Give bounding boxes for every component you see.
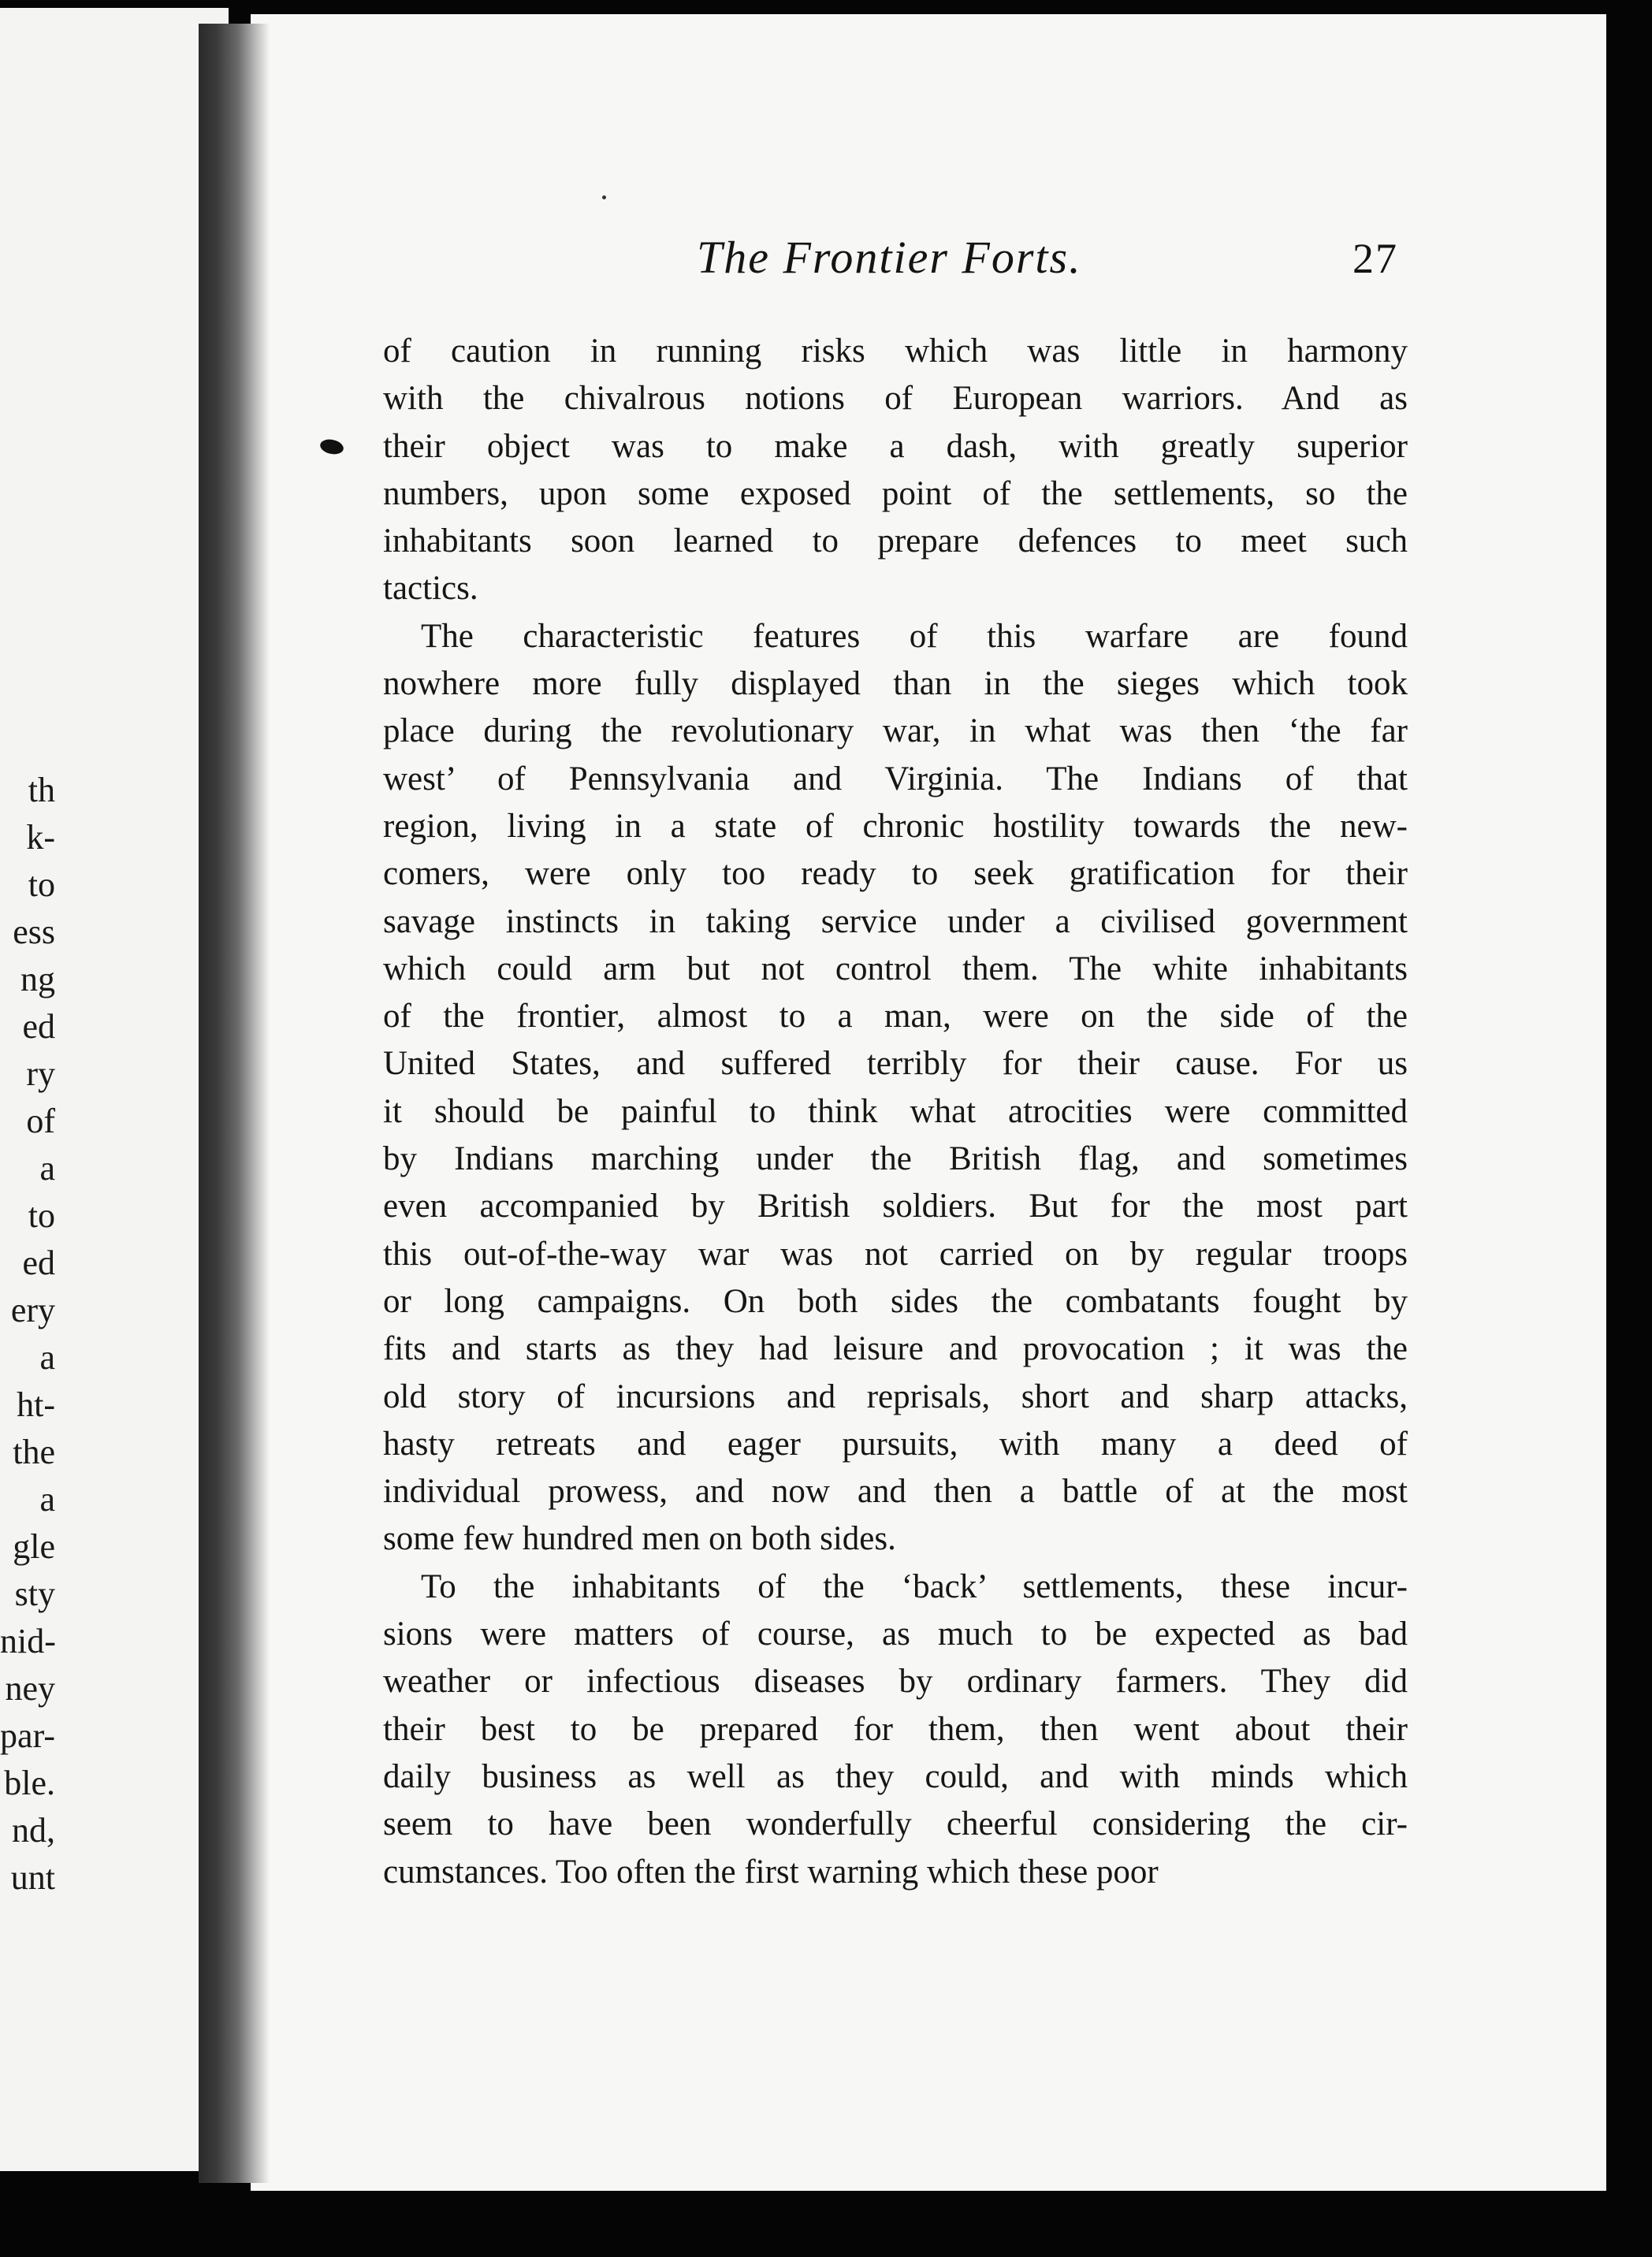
text-line: or long campaigns. On both sides the combatants fought by (383, 1282, 1408, 1320)
previous-page-fragment: unt (10, 1858, 55, 1897)
scan-border (0, 2199, 1652, 2257)
text-line: savage instincts in taking service under a civilised government (383, 902, 1408, 940)
previous-page-fragment: ney (5, 1669, 55, 1708)
text-line: this out-of-the-way war was not carried on by regular troops (383, 1235, 1408, 1273)
running-title: The Frontier Forts. (697, 232, 1082, 283)
paragraph (383, 613, 1408, 1564)
previous-page-fragment: ble. (4, 1764, 55, 1802)
text-line: by Indians marching under the British flag, and sometimes (383, 1140, 1408, 1178)
text-line: of caution in running risks which was little in harmony (383, 333, 1408, 370)
text-line: it should be painful to think what atrocities were committed (383, 1092, 1408, 1130)
text-line: their object was to make a dash, with greatly superior (383, 427, 1408, 465)
paragraph (383, 328, 1408, 613)
page-number: 27 (1352, 235, 1398, 282)
previous-page-fragment: a (39, 1480, 55, 1519)
previous-page-fragment: ry (26, 1054, 55, 1093)
text-line: even accompanied by British soldiers. But for the most part (383, 1188, 1408, 1225)
page-header (251, 231, 1606, 294)
previous-page-fragment: ery (10, 1291, 55, 1329)
text-line: comers, were only too ready to seek gratification for their (383, 855, 1408, 893)
text-line: hasty retreats and eager pursuits, with many a deed of (383, 1425, 1408, 1463)
text-line: United States, and suffered terribly for their cause. For us (383, 1045, 1408, 1083)
book-page (251, 14, 1606, 2191)
previous-page-line-endings (0, 767, 55, 1902)
previous-page-fragment: nid- (0, 1622, 56, 1660)
previous-page-fragment: of (26, 1102, 55, 1140)
text-line: sions were matters of course, as much to be expected as bad (383, 1616, 1408, 1653)
margin-ink-mark (318, 437, 344, 456)
text-line: some few hundred men on both sides. (383, 1520, 896, 1558)
scan-speck (602, 195, 606, 199)
text-line: old story of incursions and reprisals, short and sharp attacks, (383, 1378, 1408, 1415)
previous-page-fragment: par- (0, 1716, 55, 1755)
text-line: which could arm but not control them. The white inhabitants (383, 950, 1408, 987)
previous-page-fragment: ed (22, 1007, 55, 1046)
text-line: individual prowess, and now and then a battle of at the most (383, 1473, 1408, 1511)
text-line: To the inhabitants of the ‘back’ settlements, these incur- (421, 1567, 1408, 1605)
previous-page-fragment: gle (13, 1527, 55, 1566)
text-line: cumstances. Too often the first warning which these poor (383, 1853, 1159, 1891)
text-line: The characteristic features of this warfare are found (421, 617, 1408, 655)
text-line: inhabitants soon learned to prepare defences to meet such (383, 522, 1408, 560)
previous-page-fragment: th (28, 771, 55, 809)
text-line: their best to be prepared for them, then went about their (383, 1710, 1408, 1748)
previous-page-fragment: sty (14, 1575, 55, 1613)
text-line: numbers, upon some exposed point of the settlements, so the (383, 474, 1408, 512)
text-line: nowhere more fully displayed than in the sieges which took (383, 665, 1408, 703)
previous-page-fragment: a (39, 1338, 55, 1377)
previous-page-fragment: to (28, 865, 55, 904)
text-line: region, living in a state of chronic hostility towards the new- (383, 807, 1408, 845)
previous-page-fragment: ht- (17, 1385, 55, 1424)
text-line: daily business as well as they could, and with minds which (383, 1757, 1408, 1795)
text-line: with the chivalrous notions of European warriors. And as (383, 380, 1408, 418)
previous-page-fragment: ess (13, 913, 55, 951)
text-line: place during the revolutionary war, in what was then ‘the far (383, 712, 1408, 750)
text-line: west’ of Pennsylvania and Virginia. The Indians of that (383, 760, 1408, 798)
previous-page-fragment: k- (26, 818, 55, 857)
previous-page-fragment: ed (22, 1244, 55, 1282)
text-line: of the frontier, almost to a man, were on the side of the (383, 998, 1408, 1036)
body-text (383, 328, 1408, 1896)
text-line: fits and starts as they had leisure and provocation ; it was the (383, 1330, 1408, 1368)
previous-page-fragment: the (13, 1433, 55, 1471)
previous-page (0, 8, 229, 2171)
text-line: seem to have been wonderfully cheerful considering the cir- (383, 1805, 1408, 1843)
previous-page-fragment: nd, (12, 1811, 55, 1850)
previous-page-fragment: to (28, 1196, 55, 1235)
previous-page-fragment: a (39, 1149, 55, 1188)
paragraph (383, 1564, 1408, 1896)
book-gutter-shadow (199, 24, 270, 2183)
text-line: tactics. (383, 570, 478, 608)
text-line: weather or infectious diseases by ordinary farmers. They did (383, 1663, 1408, 1701)
previous-page-fragment: ng (20, 960, 55, 998)
